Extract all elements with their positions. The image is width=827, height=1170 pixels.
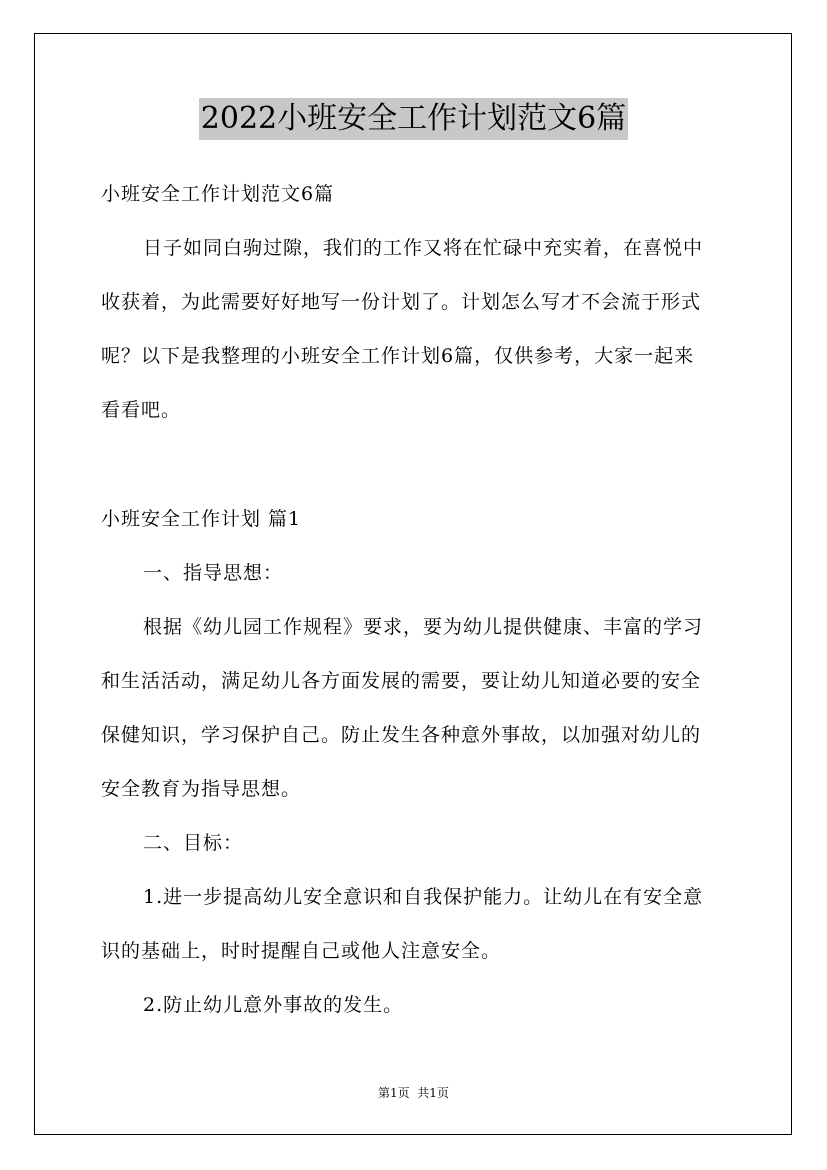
paragraph-line: 收获着，为此需要好好地写一份计划了。计划怎么写才不会流于形式 xyxy=(101,291,702,313)
document-title: 2022小班安全工作计划范文6篇 xyxy=(199,98,628,140)
subsection-heading: 一、指导思想： xyxy=(143,562,284,584)
paragraph-line: 识的基础上，时时提醒自己或他人注意安全。 xyxy=(101,940,502,962)
paragraph-line: 安全教育为指导思想。 xyxy=(101,778,302,800)
paragraph-line: 看看吧。 xyxy=(101,399,182,421)
paragraph-line: 根据《幼儿园工作规程》要求，要为幼儿提供健康、丰富的学习 xyxy=(143,616,704,638)
page-number-footer: 第1页 共1页 xyxy=(378,1086,449,1100)
subsection-heading: 二、目标： xyxy=(143,832,244,854)
section-heading: 小班安全工作计划 篇1 xyxy=(101,508,302,530)
subtitle-line: 小班安全工作计划范文6篇 xyxy=(101,183,335,205)
paragraph-line: 2.防止幼儿意外事故的发生。 xyxy=(143,994,404,1016)
paragraph-line: 1.进一步提高幼儿安全意识和自我保护能力。让幼儿在有安全意 xyxy=(143,886,704,908)
paragraph-line: 日子如同白驹过隙，我们的工作又将在忙碌中充实着，在喜悦中 xyxy=(143,237,704,259)
paragraph-line: 呢？以下是我整理的小班安全工作计划6篇，仅供参考，大家一起来 xyxy=(101,345,695,367)
title-container xyxy=(0,98,827,140)
paragraph-line: 和生活活动，满足幼儿各方面发展的需要，要让幼儿知道必要的安全 xyxy=(101,670,702,692)
paragraph-line: 保健知识，学习保护自己。防止发生各种意外事故，以加强对幼儿的 xyxy=(101,724,702,746)
